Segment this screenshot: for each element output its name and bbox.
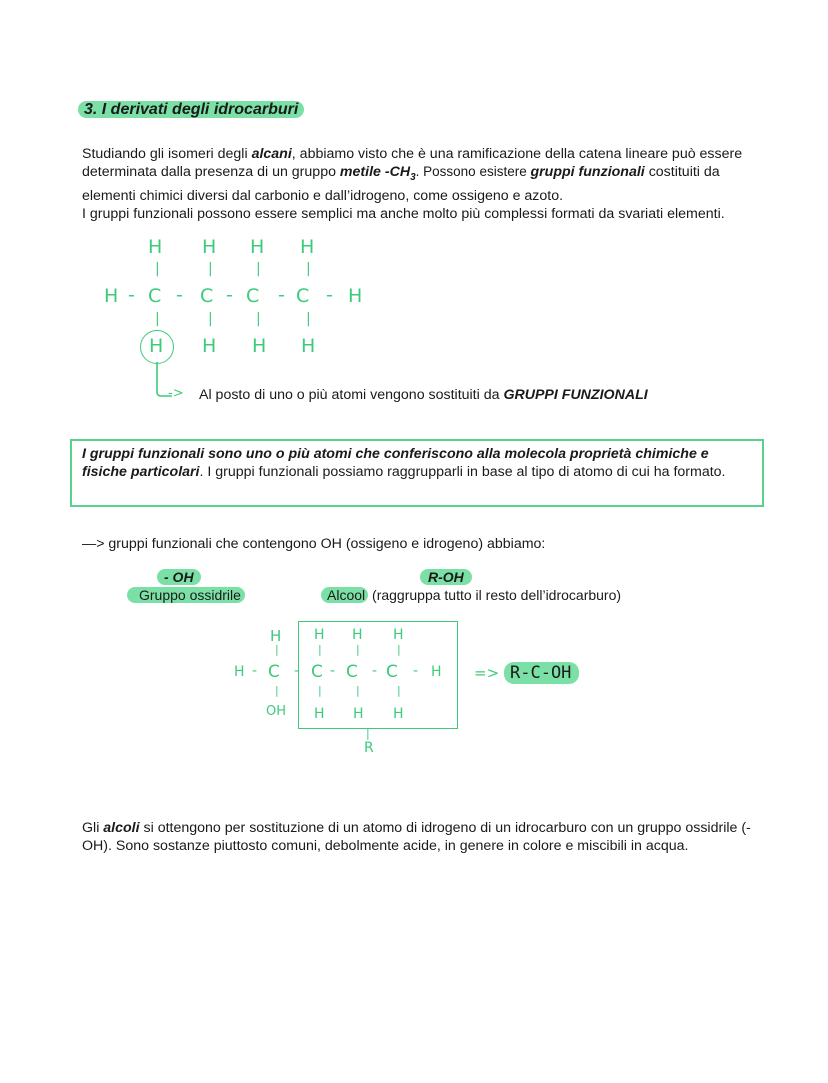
arrow-head: ->	[168, 386, 184, 401]
h-atom: H	[250, 236, 265, 258]
gruppo-ossidrile-text: Gruppo ossidrile	[127, 587, 245, 603]
h-atom: H	[314, 706, 325, 722]
c-atom: C	[246, 285, 260, 307]
h-atom: H	[353, 706, 364, 722]
h-atom: H	[148, 236, 163, 258]
section-title	[78, 101, 304, 119]
intro-text-c: . Possono esistere	[415, 164, 531, 179]
h-atom: H	[252, 335, 267, 357]
bond-vertical: |	[318, 684, 322, 697]
roh-label	[420, 569, 472, 586]
intro-text-p2: I gruppi funzionali possono essere semplici ma anche molto più complessi formati da svariati elementi.	[82, 205, 725, 222]
closing-text-b: si ottengono per sostituzione di un atomo di idrogeno di un idrocarburo con un gruppo ossidrile (- OH). Sono sostanze piuttosto comuni, debolmente acide, in genere in colore e miscibili in acqua.	[82, 820, 751, 854]
bond-horizontal: -	[413, 663, 419, 679]
h-atom: H	[300, 236, 315, 258]
roh-label-text: R-OH	[420, 569, 472, 585]
bond-vertical: |	[208, 261, 213, 277]
h-atom: H	[352, 627, 363, 643]
alcool-label	[321, 587, 621, 604]
result-formula: R-C-OH	[504, 662, 579, 684]
h-atom: H	[393, 706, 404, 722]
bond-vertical: |	[366, 727, 370, 740]
h-atom: H	[431, 664, 442, 680]
bond-vertical: |	[208, 311, 213, 327]
bond-vertical: |	[356, 643, 360, 656]
bond-horizontal: -	[226, 284, 233, 306]
c-atom: C	[296, 285, 310, 307]
section-title-text: 3. I derivati degli idrocarburi	[78, 101, 304, 118]
bond-horizontal: -	[128, 284, 135, 306]
intro-text-b: , abbiamo visto che è una ramificazione della catena lineare può essere determinata dalla presenza di un gruppo	[82, 146, 743, 180]
bond-vertical: |	[275, 684, 279, 697]
closing-paragraph	[82, 819, 762, 855]
bond-vertical: |	[155, 311, 160, 327]
c-atom: C	[268, 662, 280, 682]
intro-paragraph	[82, 145, 762, 223]
oh-label	[157, 569, 201, 586]
bond-vertical: |	[318, 643, 322, 656]
bond-vertical: |	[306, 311, 311, 327]
bond-vertical: |	[356, 684, 360, 697]
definition-bold: I gruppi funzionali sono uno o più atomi che conferiscono alla molecola proprietà chimiche e fisiche particolari	[82, 446, 709, 480]
c-atom: C	[311, 662, 323, 682]
bond-vertical: |	[256, 261, 261, 277]
substitution-note-text: Al posto di uno o più atomi vengono sostituiti da	[199, 387, 504, 403]
bond-horizontal: -	[176, 284, 183, 306]
h-atom: H	[301, 335, 316, 357]
bond-horizontal: -	[326, 284, 333, 306]
bond-horizontal: -	[252, 663, 258, 679]
definition-box	[70, 439, 764, 507]
c-atom: C	[200, 285, 214, 307]
intro-text-a: Studiando gli isomeri degli	[82, 146, 252, 162]
bond-vertical: |	[397, 684, 401, 697]
h-atom: H	[314, 627, 325, 643]
bond-vertical: |	[275, 643, 279, 656]
bond-vertical: |	[155, 261, 160, 277]
oh-group: OH	[266, 704, 287, 719]
h-atom: H	[104, 285, 119, 307]
implies-arrow: =>	[474, 664, 500, 682]
gruppo-ossidrile-label	[127, 587, 245, 604]
substitution-note-bold: GRUPPI FUNZIONALI	[503, 387, 648, 403]
definition-rest: . I gruppi funzionali possiamo raggrupparli in base al tipo di atomo di cui ha formato.	[199, 464, 726, 480]
c-atom: C	[346, 662, 358, 682]
h-atom: H	[234, 664, 245, 680]
h-atom: H	[202, 236, 217, 258]
bond-vertical: |	[256, 311, 261, 327]
alcool-rest-text: (raggruppa tutto il resto dell’idrocarburo)	[368, 587, 622, 603]
intro-text-d: costituiti da elementi chimici diversi dal carbonio e dall’idrogeno, come ossigeno e azoto.	[82, 164, 720, 204]
oh-label-text: - OH	[157, 569, 201, 585]
bond-vertical: |	[306, 261, 311, 277]
closing-alcoli: alcoli	[103, 820, 140, 836]
oh-groups-line: —> gruppi funzionali che contengono OH (ossigeno e idrogeno) abbiamo:	[82, 536, 546, 552]
h-atom-circled: H	[149, 335, 164, 357]
closing-text-a: Gli	[82, 820, 104, 836]
intro-metile	[339, 164, 416, 183]
bond-horizontal: -	[278, 284, 285, 306]
bond-vertical: |	[397, 643, 401, 656]
h-atom: H	[348, 285, 363, 307]
c-atom: C	[148, 285, 162, 307]
bond-horizontal: -	[372, 663, 378, 679]
h-atom: H	[202, 335, 217, 357]
metile-text: metile -CH	[339, 164, 411, 180]
c-atom: C	[386, 662, 398, 682]
intro-alcani: alcani	[251, 146, 292, 162]
h-atom: H	[393, 627, 404, 643]
substitution-note	[199, 386, 648, 404]
r-group: R	[364, 740, 374, 756]
bond-horizontal: -	[294, 663, 300, 679]
bond-horizontal: -	[330, 663, 336, 679]
intro-gruppi: gruppi funzionali	[530, 164, 645, 180]
metile-subscript: 3	[410, 171, 416, 183]
alcool-text: Alcool	[321, 587, 368, 603]
h-atom: H	[270, 627, 282, 645]
